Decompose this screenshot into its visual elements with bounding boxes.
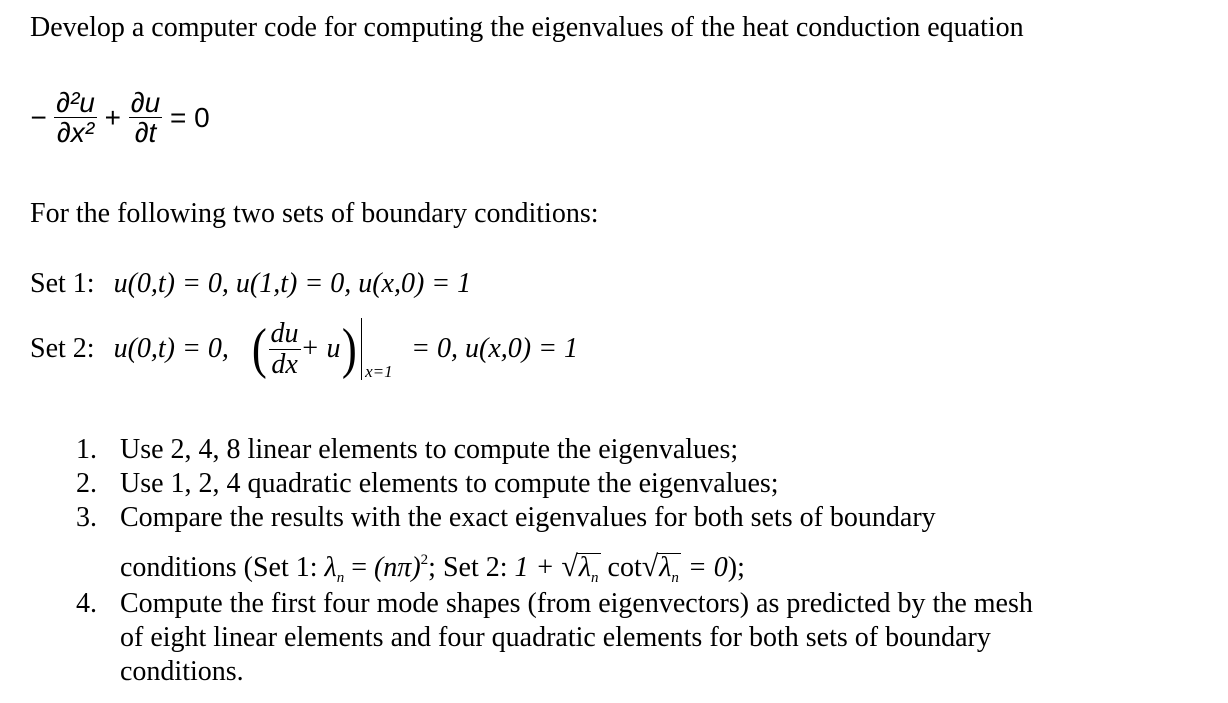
task-text: Compare the results with the exact eigenvalues for both sets of boundary <box>120 502 936 533</box>
task-item-4 <box>76 588 1033 688</box>
set2-eval-bar <box>361 318 393 381</box>
intro-text: Develop a computer code for computing the eigenvalues of the heat conduction equation <box>30 12 1024 43</box>
task3-mid: ; Set 2: <box>428 552 515 583</box>
heat-equation <box>30 88 210 148</box>
task3-formula-line <box>120 544 1033 594</box>
eq-time-derivative <box>129 88 162 148</box>
lambda-symbol: λ <box>324 552 337 583</box>
eq-equals-zero: = 0 <box>170 101 210 133</box>
task-number: 1. <box>76 434 97 465</box>
task-text-line-1: Compute the first four mode shapes (from eigenvectors) as predicted by the mesh <box>120 588 1033 619</box>
eq-second-derivative <box>54 88 97 148</box>
task-number: 4. <box>76 588 97 619</box>
npi-term: (nπ) <box>373 552 421 583</box>
lambda-subscript: n <box>591 570 599 586</box>
set1-line <box>30 268 471 300</box>
task-number: 3. <box>76 502 97 533</box>
sqrt-icon: √ <box>561 550 578 583</box>
eq-d2u: ∂²u <box>56 87 95 118</box>
task-item-3 <box>76 502 1033 588</box>
bc-heading: For the following two sets of boundary conditions: <box>30 198 599 229</box>
set1-conditions: u(0,t) = 0, u(1,t) = 0, u(x,0) = 1 <box>113 268 472 299</box>
task-list <box>76 434 1033 688</box>
task3-eq0: = 0 <box>680 552 728 583</box>
sqrt-icon: √ <box>641 550 659 583</box>
set2-line <box>30 318 578 380</box>
task3-prefix: conditions (Set 1: <box>120 552 325 583</box>
eq-minus: − <box>30 101 47 133</box>
task-text: Use 1, 2, 4 quadratic elements to compute the eigenvalues; <box>120 468 779 499</box>
set2-derivative <box>269 319 301 379</box>
npi-exponent: 2 <box>420 552 429 568</box>
eq-dx2: ∂x² <box>56 117 95 149</box>
lambda-symbol: λ <box>578 552 592 583</box>
eq-dt: ∂t <box>134 117 157 149</box>
set2-dx: dx <box>271 348 298 380</box>
eq-plus: + <box>104 101 122 133</box>
task-text-line-2: of eight linear elements and four quadratic elements for both sets of boundary <box>120 622 991 653</box>
set2-close-paren: ) <box>342 318 358 380</box>
set2-label: Set 2: <box>30 333 95 364</box>
eq-du: ∂u <box>130 87 161 118</box>
lambda-symbol: λ <box>659 552 672 583</box>
task-text-line-3: conditions. <box>120 656 244 687</box>
task-item-2 <box>76 468 1033 502</box>
sqrt-body-1 <box>577 553 601 592</box>
set2-eval-point: x=1 <box>365 362 393 381</box>
task3-suffix: ); <box>727 552 745 583</box>
task-number: 2. <box>76 468 97 499</box>
set2-plus-u: + u <box>300 333 341 364</box>
set2-open-paren: ( <box>251 318 267 380</box>
sqrt-body-2 <box>657 553 681 592</box>
set2-du: du <box>270 318 299 350</box>
lambda-subscript: n <box>336 570 345 586</box>
task-item-1 <box>76 434 1033 468</box>
set1-label: Set 1: <box>30 268 95 299</box>
one-plus: 1 + <box>514 552 562 583</box>
set2-first: u(0,t) = 0, <box>113 333 229 364</box>
task-text: Use 2, 4, 8 linear elements to compute the eigenvalues; <box>120 434 739 465</box>
cot-text: cot <box>600 552 642 583</box>
task3-eq1: = <box>344 552 374 583</box>
set2-rest: = 0, u(x,0) = 1 <box>411 333 578 364</box>
lambda-subscript: n <box>671 570 679 586</box>
